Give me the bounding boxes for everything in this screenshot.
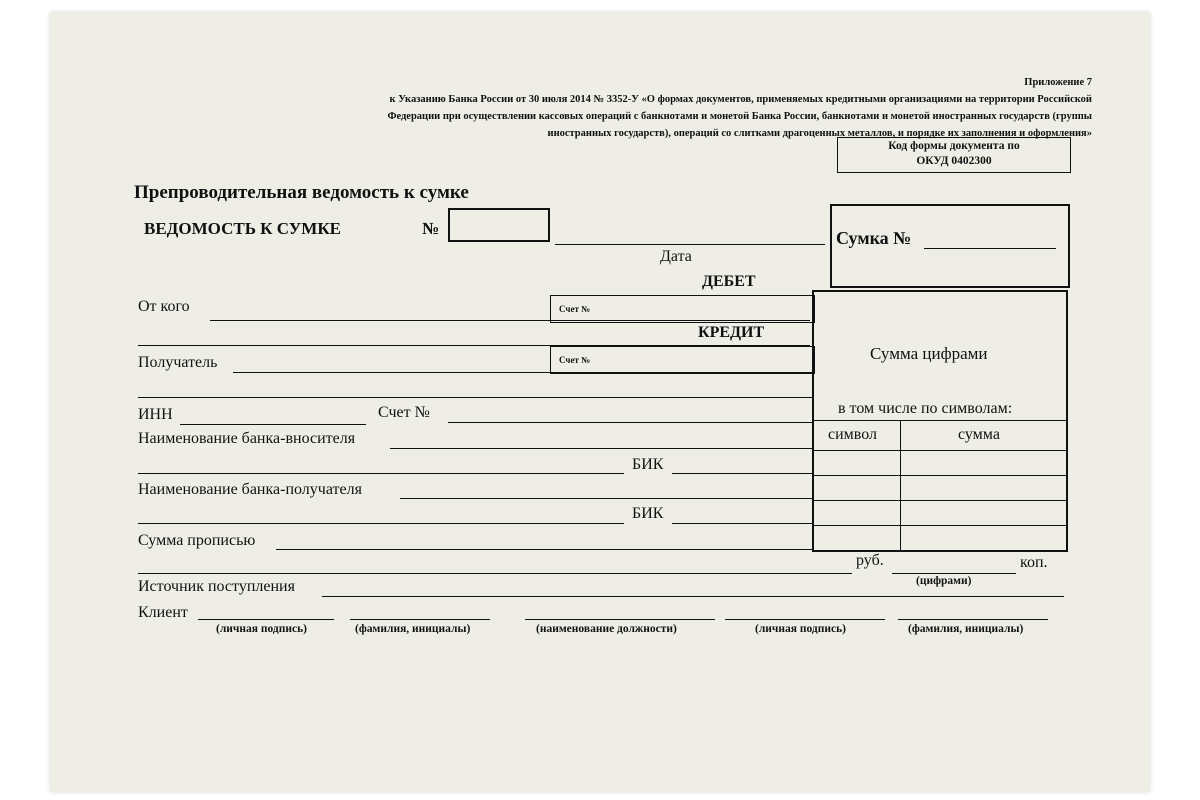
vedomost-number-sign: № (422, 219, 440, 238)
sum-words-field[interactable] (276, 549, 813, 550)
table-row-rule (814, 500, 1066, 501)
sum-words-field-2[interactable] (138, 573, 852, 574)
sum-table (812, 290, 1068, 552)
client-signature-field[interactable] (198, 619, 334, 620)
bank-receiver-field-2[interactable] (138, 523, 624, 524)
from-field-2[interactable] (138, 345, 810, 346)
amount-header: сумма (958, 426, 1000, 443)
source-label: Источник поступления (138, 578, 295, 595)
name-2-field[interactable] (898, 619, 1048, 620)
digits-note: (цифрами) (916, 575, 972, 587)
date-label: Дата (660, 248, 692, 265)
name-caption-2: (фамилия, инициалы) (908, 623, 1024, 635)
from-label: От кого (138, 298, 190, 315)
bank-receiver-field[interactable] (400, 498, 813, 499)
by-symbols-label: в том числе по символам: (838, 400, 1013, 417)
bik-1-field[interactable] (672, 473, 813, 474)
from-field[interactable] (210, 320, 810, 321)
table-row-rule (814, 450, 1066, 451)
inn-field[interactable] (180, 424, 366, 425)
header-line-2: Федерации при осуществлении кассовых операций с банкнотами и монетой Банка России, банкнотами и монетой иностранных государств (группы (387, 111, 1092, 122)
signature-2-field[interactable] (725, 619, 885, 620)
kop-field[interactable] (892, 573, 1016, 574)
client-name-field[interactable] (350, 619, 490, 620)
form-title: Препроводительная ведомость к сумке (134, 182, 469, 203)
vedomost-number-field[interactable] (448, 208, 550, 242)
debit-account-box[interactable] (550, 295, 815, 323)
credit-account-label: Счет № (559, 355, 591, 365)
sum-digits-label: Сумма цифрами (870, 344, 988, 363)
recipient-field-2[interactable] (138, 397, 813, 398)
form-sheet (50, 12, 1150, 792)
bag-box (830, 204, 1070, 288)
debit-account-label: Счет № (559, 304, 591, 314)
rub-label: руб. (856, 552, 884, 569)
table-row-rule (814, 525, 1066, 526)
source-field[interactable] (322, 596, 1064, 597)
okud-box (837, 137, 1071, 173)
vedomost-label: ВЕДОМОСТЬ К СУМКЕ (144, 219, 341, 238)
sum-words-label: Сумма прописью (138, 532, 256, 549)
table-divider (900, 420, 901, 550)
client-position-field[interactable] (525, 619, 715, 620)
name-caption-1: (фамилия, инициалы) (355, 623, 471, 635)
okud-line-1: Код формы документа по (888, 140, 1020, 152)
appendix-label: Приложение 7 (1024, 77, 1092, 88)
bag-number-field[interactable] (924, 248, 1056, 249)
recipient-field[interactable] (233, 372, 813, 373)
account-field[interactable] (448, 422, 813, 423)
bik-2-label: БИК (632, 505, 664, 522)
account-label: Счет № (378, 404, 430, 421)
bank-sender-field[interactable] (390, 448, 813, 449)
bank-sender-field-2[interactable] (138, 473, 624, 474)
recipient-label: Получатель (138, 354, 218, 371)
kop-label: коп. (1020, 554, 1048, 571)
header-line-3: иностранных государств), операций со слитками драгоценных металлов, и порядке их заполнения и оформления» (547, 128, 1092, 139)
okud-line-2: ОКУД 0402300 (916, 155, 992, 167)
bank-receiver-label: Наименование банка-получателя (138, 481, 362, 498)
symbol-header: символ (828, 426, 878, 443)
client-label: Клиент (138, 604, 188, 621)
signature-caption-2: (личная подпись) (755, 623, 846, 635)
bag-label: Сумка № (836, 228, 912, 248)
table-rule (814, 420, 1066, 421)
inn-label: ИНН (138, 406, 173, 423)
bik-1-label: БИК (632, 456, 664, 473)
date-field[interactable] (555, 244, 825, 245)
debit-label: ДЕБЕТ (702, 273, 756, 290)
credit-account-box[interactable] (550, 346, 815, 374)
position-caption: (наименование должности) (536, 623, 677, 635)
signature-caption-1: (личная подпись) (216, 623, 307, 635)
credit-label: КРЕДИТ (698, 324, 765, 341)
bank-sender-label: Наименование банка-вносителя (138, 430, 356, 447)
header-line-1: к Указанию Банка России от 30 июля 2014 № 3352-У «О формах документов, применяемых кредитными организациями на территории Российской (389, 94, 1092, 105)
table-row-rule (814, 475, 1066, 476)
bik-2-field[interactable] (672, 523, 813, 524)
